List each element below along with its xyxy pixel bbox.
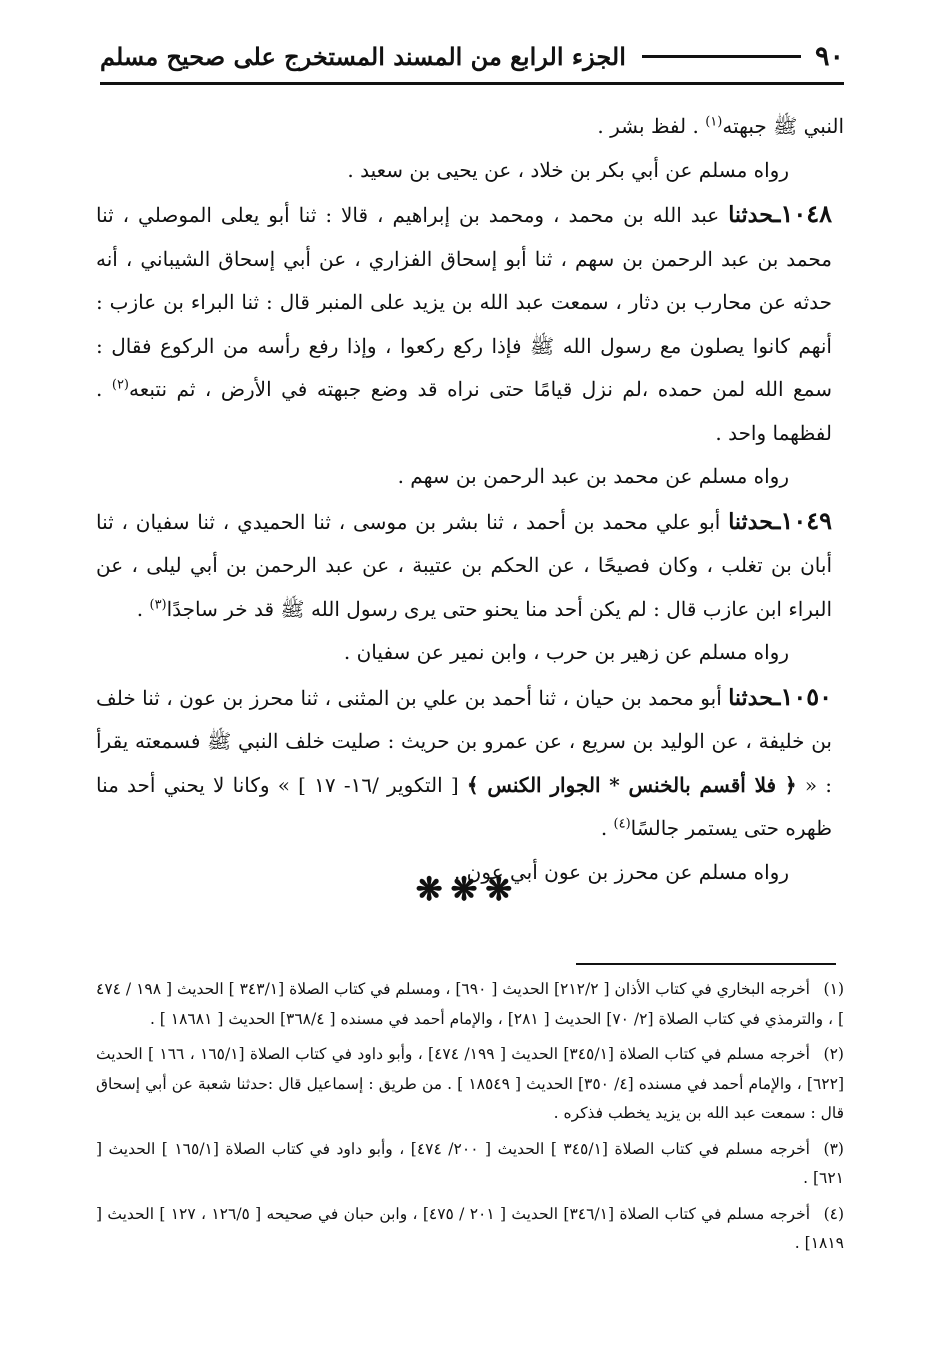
footnote-number: (٤) bbox=[823, 1204, 845, 1223]
riwaya-line: رواه مسلم عن محمد بن عبد الرحمن بن سهم . bbox=[397, 464, 789, 488]
section-separator: ❋❋❋ bbox=[415, 870, 521, 908]
footnote-ref: (١) bbox=[705, 114, 723, 130]
header-rule bbox=[642, 55, 801, 58]
footnote: (٢)أخرجه مسلم في كتاب الصلاة [٣٤٥/١] الحديث [ ١٩٩/ ٤٧٤] ، وأبو داود في كتاب الصلاة [١٦٥/١ ، ١٦٦ ] الحديث [٦٢٢] ، والإمام أحمد في مسنده [٤/ ٣٥٠] الحديث [ ١٨٥٤٩ ] . من طريق : إسماعيل قال :حدثنا شعبة عن أبي إسحاق قال : سمعت عبد الله بن يزيد يخطب فذكره . bbox=[96, 1040, 844, 1129]
running-title: الجزء الرابع من المسند المستخرج على صحيح مسلم bbox=[100, 41, 626, 71]
haddathana-word: حدثنا bbox=[728, 202, 774, 228]
main-text bbox=[96, 105, 844, 894]
running-header bbox=[100, 30, 844, 85]
hadith-1049: ١٠٤٩ـحدثنا أبو علي محمد بن أحمد ، ثنا بشر بن موسى ، ثنا الحميدي ، ثنا سفيان ، ثنا أبان بن تغلب ، وكان فصيحًا ، عن الحكم بن عتيبة ، عن عبد الرحمن بن أبي ليلى ، عن البراء ابن عازب قال : لم يكن أحد منا يحنو حتى يرى رسول الله ﷺ قد خر ساجدًا$^{(٣)}$ . bbox=[96, 505, 832, 621]
hadith-number: ١٠٥٠ bbox=[780, 681, 832, 711]
footnote: (٤)أخرجه مسلم في كتاب الصلاة [٣٤٦/١] الحديث [ ٢٠١ / ٤٧٥] ، وابن حبان في صحيحه [ ١٢٦/٥ ، ١٢٧ ] الحديث [ ١٨١٩] . bbox=[96, 1200, 844, 1259]
hadith-number: ١٠٤٩ bbox=[780, 505, 832, 535]
footnote-number: (٣) bbox=[823, 1139, 844, 1158]
footnote: (٣)أخرجه مسلم في كتاب الصلاة [٣٤٥/١ ] الحديث [ ٢٠٠/ ٤٧٤] ، وأبو داود في كتاب الصلاة [١٦٥/١ ] الحديث [ ٦٢١] . bbox=[96, 1135, 844, 1194]
riwaya-line: رواه مسلم عن زهير بن حرب ، وابن نمير عن سفيان . bbox=[343, 640, 789, 664]
footnote-number: (١) bbox=[823, 980, 844, 998]
haddathana-word: حدثنا bbox=[728, 684, 774, 711]
haddathana-word: حدثنا bbox=[728, 508, 774, 535]
footnote-rule bbox=[576, 963, 836, 965]
riwaya-line: رواه مسلم عن محرز بن عون أبي عون . bbox=[453, 859, 789, 884]
footnote: (١)أخرجه البخاري في كتاب الأذان [ ٢١٢/٢] الحديث [ ٦٩٠] ، ومسلم في كتاب الصلاة [٣٤٣/١ ] الحديث [ ١٩٨ / ٤٧٤ ] ، والترمذي في كتاب الصلاة [٢/ ٧٠] الحديث [ ٢٨١] ، والإمام أحمد في مسنده [ ٣٦٨/٤] الحديث [ ١٨٦٨١ ] . bbox=[96, 975, 844, 1034]
footnote-number: (٢) bbox=[823, 1045, 844, 1063]
footnote-ref: (٢) bbox=[111, 377, 129, 393]
footnotes bbox=[96, 975, 844, 1265]
hadith-number: ١٠٤٨ bbox=[780, 199, 832, 228]
continuation-paragraph: النبي ﷺ جبهته$^{(١)}$ . لفظ بشر . bbox=[597, 114, 844, 138]
quran-verse: ﴿ فلا أقسم بالخنس * الجوار الكنس ﴾ bbox=[466, 772, 797, 797]
footnote-ref: (٤) bbox=[613, 816, 631, 832]
hadith-1048: ١٠٤٨ـحدثنا عبد الله بن محمد ، ومحمد بن إبراهيم ، قالا : ثنا أبو يعلى الموصلي ، ثنا محمد بن عبد الرحمن بن سهم ، ثنا أبو إسحاق الفزاري ، عن أبي إسحاق الشيباني ، أنه حدثه عن محارب بن دثار ، سمعت عبد الله بن يزيد على المنبر قال : ثنا البراء بن عازب : أنهم كانوا يصلون مع رسول الله ﷺ فإذا ركع ركعوا ، وإذا رفع رأسه من الركوع فقال : سمع الله لمن حمده ،لم نزل قيامًا حتى نراه قد وضع جبهته في الأرض ، ثم نتبعه$^{(٢)}$ . لفظهما واحد . bbox=[96, 199, 832, 445]
riwaya-line: رواه مسلم عن أبي بكر بن خلاد ، عن يحيى بن سعيد . bbox=[347, 157, 789, 182]
page-number: ٩٠ bbox=[814, 40, 844, 72]
footnote-ref: (٣) bbox=[149, 596, 167, 612]
hadith-1050: ١٠٥٠ـحدثنا أبو محمد بن حيان ، ثنا أحمد بن علي بن المثنى ، ثنا محرز بن عون ، ثنا خلف بن خليفة ، عن الوليد بن سريع ، عن عمرو بن حريث : صليت خلف النبي ﷺ فسمعته يقرأ : « ﴿ فلا أقسم بالخنس * الجوار الكنس ﴾ [ التكوير /١٦- ١٧ ] » وكانا لا يحني أحد منا ظهره حتى يستمر جالسًا$^{(٤)}$ . bbox=[96, 681, 832, 840]
